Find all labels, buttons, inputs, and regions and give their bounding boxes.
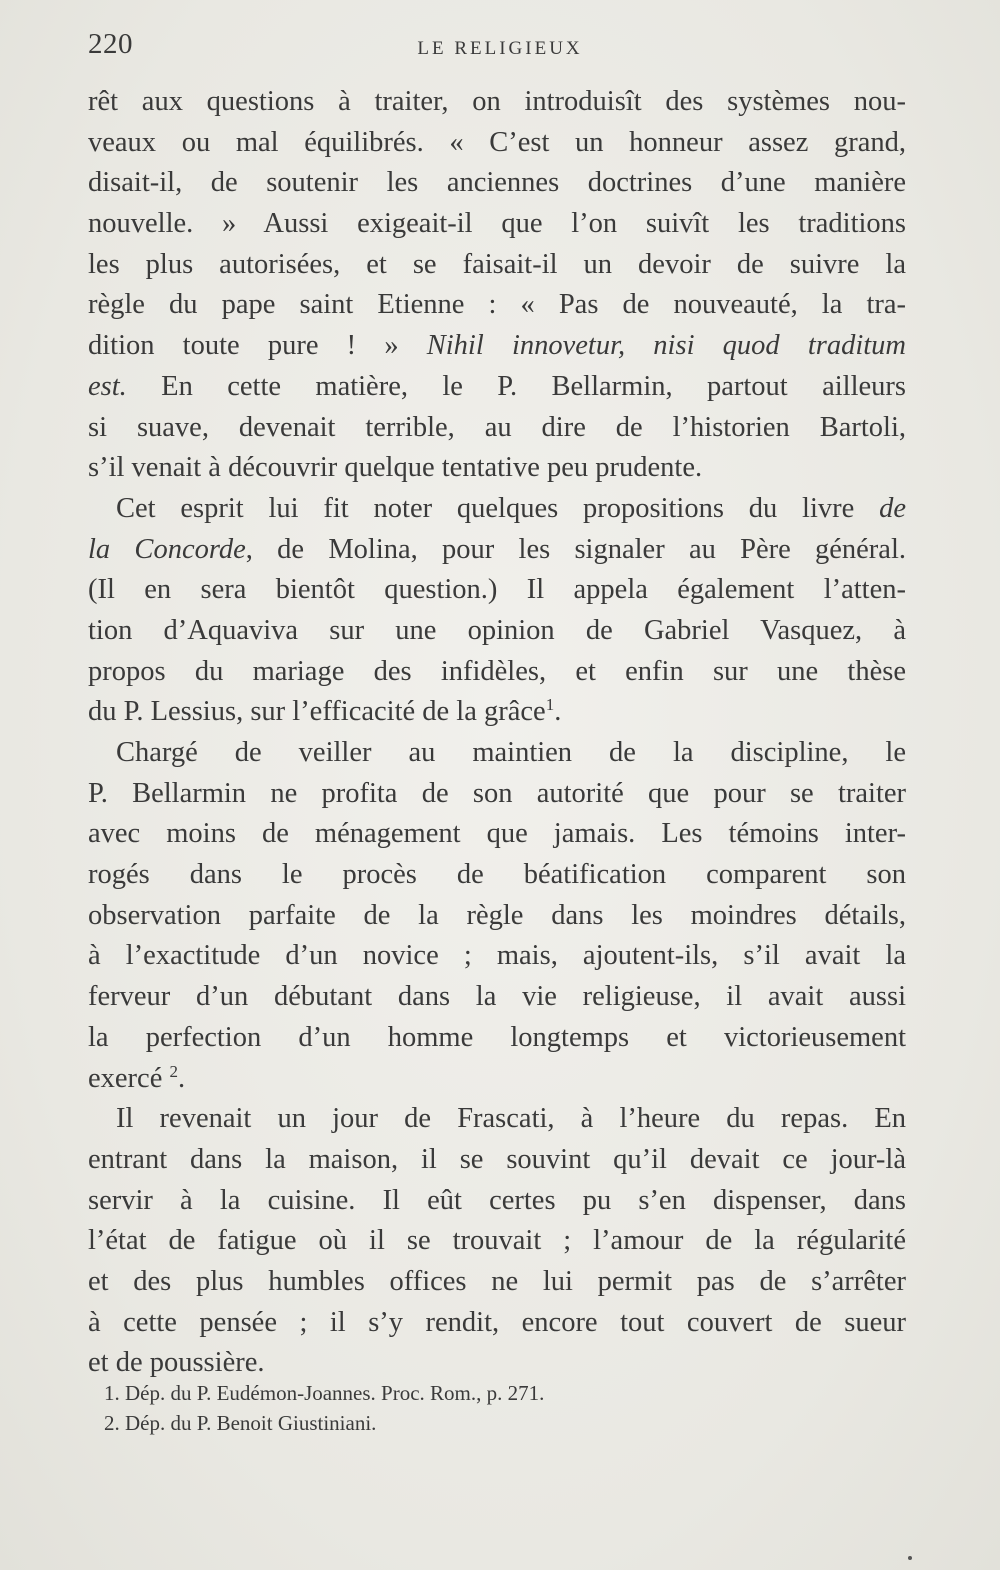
page-number: 220 xyxy=(88,28,133,60)
text-line: la perfection d’un homme longtemps et victorieusement xyxy=(88,1021,906,1053)
text-line: veaux ou mal équilibrés. « C’est un honneur assez grand, xyxy=(88,126,906,158)
text-line: s’il venait à découvrir quelque tentative peu prudente. xyxy=(88,452,703,484)
text-line: nouvelle. » Aussi exigeait-il que l’on suivît les traditions xyxy=(88,208,906,240)
text-line: entrant dans la maison, il se souvint qu’il devait ce jour-là xyxy=(88,1143,906,1175)
text-run: . xyxy=(554,696,562,728)
text-line: l’état de fatigue où il se trouvait ; l’amour de la régularité xyxy=(88,1225,906,1257)
text-line: à l’exactitude d’un novice ; mais, ajoutent-ils, s’il avait la xyxy=(88,940,906,972)
footnote-ref[interactable]: 1 xyxy=(545,695,555,715)
text-line: P. Bellarmin ne profita de son autorité que pour se traiter xyxy=(88,777,906,809)
text-line: règle du pape saint Etienne : « Pas de nouveauté, la tra- xyxy=(88,289,906,321)
text-line xyxy=(88,367,906,408)
text-line: rêt aux questions à traiter, on introduisît des systèmes nou- xyxy=(88,86,906,117)
text-run: exercé xyxy=(88,1062,163,1094)
body-text xyxy=(88,82,906,1384)
text-run: , de Molina, pour les signaler au Père général. xyxy=(245,533,906,565)
paragraph-2 xyxy=(88,489,906,733)
text-line: (Il en sera bientôt question.) Il appela également l’atten- xyxy=(88,574,906,606)
text-line: observation parfaite de la règle dans les moindres détails, xyxy=(88,899,906,931)
text-line: disait-il, de soutenir les anciennes doctrines d’une manière xyxy=(88,167,906,199)
text-line: et de poussière. xyxy=(88,1347,265,1379)
text-line: servir à la cuisine. Il eût certes pu s’en dispenser, dans xyxy=(88,1184,906,1216)
text-line: Il revenait un jour de Frascati, à l’heure du repas. En xyxy=(116,1103,906,1135)
paragraph-3 xyxy=(88,733,906,1099)
latin-quote: Nihil innovetur, nisi quod traditum xyxy=(426,330,907,362)
latin-quote-end: est. xyxy=(88,370,127,402)
paper-speck xyxy=(908,1556,912,1560)
footnote-1: 1. Dép. du P. Eudémon-Joannes. Proc. Rom., p. 271. xyxy=(104,1381,545,1405)
text-line: Chargé de veiller au maintien de la discipline, le xyxy=(116,737,906,768)
text-run: Cet esprit lui fit noter quelques propositions du livre xyxy=(116,492,880,524)
footnote-ref[interactable]: 2 xyxy=(169,1061,178,1081)
text-line: les plus autorisées, et se faisait-il un devoir de suivre la xyxy=(88,248,906,280)
text-line xyxy=(88,692,906,733)
text-run: dition toute pure ! » xyxy=(88,330,427,362)
text-line xyxy=(88,326,906,367)
paragraph-1 xyxy=(88,82,906,489)
text-line xyxy=(88,530,906,571)
book-title: la Concorde xyxy=(88,533,246,565)
text-line xyxy=(88,489,906,530)
text-run: . xyxy=(177,1062,186,1094)
book-title: de xyxy=(879,492,906,524)
text-line: si suave, devenait terrible, au dire de l’historien Bartoli, xyxy=(88,411,906,443)
text-line: et des plus humbles offices ne lui permit pas de s’arrêter xyxy=(88,1265,906,1297)
running-title: LE RELIGIEUX xyxy=(417,38,583,59)
text-line: rogés dans le procès de béatification comparent son xyxy=(88,859,906,891)
text-line: tion d’Aquaviva sur une opinion de Gabriel Vasquez, à xyxy=(88,614,906,646)
paragraph-4 xyxy=(88,1099,906,1384)
footnotes xyxy=(104,1378,804,1438)
text-line: à cette pensée ; il s’y rendit, encore tout couvert de sueur xyxy=(88,1306,906,1338)
text-line: avec moins de ménagement que jamais. Les témoins inter- xyxy=(88,818,906,850)
text-line: propos du mariage des infidèles, et enfin sur une thèse xyxy=(88,655,906,687)
text-run: du P. Lessius, sur l’efficacité de la grâce xyxy=(88,696,546,728)
text-run: En cette matière, le P. Bellarmin, partout ailleurs xyxy=(126,370,906,402)
text-line: ferveur d’un débutant dans la vie religieuse, il avait aussi xyxy=(88,981,906,1013)
footnote-2: 2. Dép. du P. Benoit Giustiniani. xyxy=(104,1411,377,1435)
text-line xyxy=(88,1059,906,1100)
